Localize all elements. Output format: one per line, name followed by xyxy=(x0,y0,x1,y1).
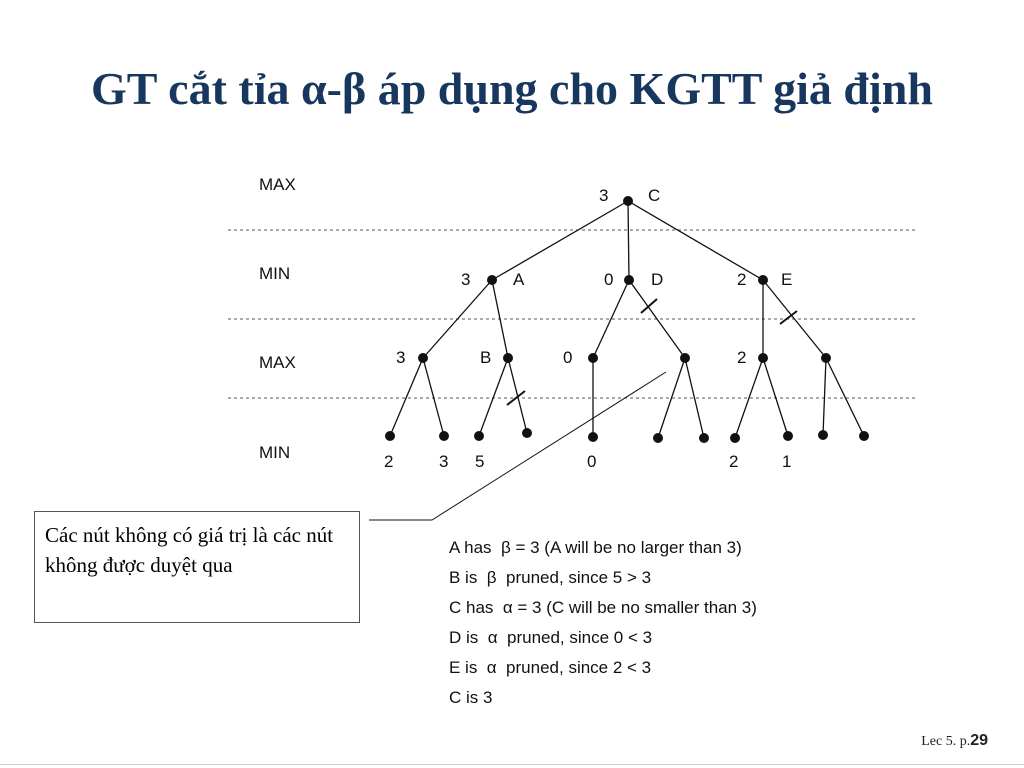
node-max-value: 3 xyxy=(396,348,406,367)
node-b-name: B xyxy=(480,348,492,367)
node-max xyxy=(680,353,690,363)
node-d-name: D xyxy=(651,270,664,289)
note-line: A has β = 3 (A will be no larger than 3) xyxy=(449,538,742,557)
pruning-notes xyxy=(449,533,757,713)
leaf-value: 5 xyxy=(475,452,485,471)
leaf-node xyxy=(818,430,828,440)
page-number: 29 xyxy=(970,732,988,749)
level-label-min-2: MIN xyxy=(259,443,291,462)
node-e-name: E xyxy=(781,270,793,289)
node-d-value: 0 xyxy=(604,270,614,289)
node-max xyxy=(418,353,428,363)
tree-edge xyxy=(492,201,628,280)
leaf-value: 1 xyxy=(782,452,792,471)
leaf-node xyxy=(730,433,740,443)
page-title: GT cắt tỉa α-β áp dụng cho KGTT giả định xyxy=(91,63,933,114)
leaf-node xyxy=(653,433,663,443)
node-a-name: A xyxy=(513,270,525,289)
tree-edge xyxy=(823,358,826,435)
leaf-value: 2 xyxy=(729,452,739,471)
node-c-value: 3 xyxy=(599,186,609,205)
node-b xyxy=(503,353,513,363)
callout-box: Các nút không có giá trị là các nút không được duyệt qua xyxy=(34,511,360,623)
node-e-value: 2 xyxy=(737,270,747,289)
slide-footer xyxy=(921,732,988,750)
leaf-value: 3 xyxy=(439,452,449,471)
note-line: C is 3 xyxy=(449,688,493,707)
leaf-node xyxy=(522,428,532,438)
bottom-rule xyxy=(0,764,1024,765)
node-c-name: C xyxy=(648,186,661,205)
tree-edge xyxy=(628,201,629,280)
tree-edge xyxy=(508,358,527,433)
leaf-node xyxy=(699,433,709,443)
node-max xyxy=(588,353,598,363)
node-max-value: 2 xyxy=(737,348,747,367)
node-max xyxy=(758,353,768,363)
tree-edge xyxy=(479,358,508,436)
level-label-max-1: MAX xyxy=(259,175,296,194)
node-a-value: 3 xyxy=(461,270,471,289)
leaf-node xyxy=(859,431,869,441)
tree-edge xyxy=(390,358,423,436)
level-label-min-1: MIN xyxy=(259,264,291,283)
note-line: C has α = 3 (C will be no smaller than 3) xyxy=(449,598,757,617)
leaf-node xyxy=(474,431,484,441)
node-c xyxy=(623,196,633,206)
tree-edge xyxy=(628,201,763,280)
node-a xyxy=(487,275,497,285)
prune-mark-e xyxy=(780,311,797,324)
leaf-node xyxy=(783,431,793,441)
note-line: B is β pruned, since 5 > 3 xyxy=(449,568,652,587)
leaf-node xyxy=(439,431,449,441)
tree-edge xyxy=(763,358,788,436)
note-line: E is α pruned, since 2 < 3 xyxy=(449,658,652,677)
note-line: D is α pruned, since 0 < 3 xyxy=(449,628,653,647)
tree-edge xyxy=(685,358,704,438)
node-max-value: 0 xyxy=(563,348,573,367)
leaf-node xyxy=(385,431,395,441)
leaf-value: 0 xyxy=(587,452,597,471)
node-d xyxy=(624,275,634,285)
tree-edge xyxy=(593,280,629,358)
leaf-node xyxy=(588,432,598,442)
node-max xyxy=(821,353,831,363)
leaf-value: 2 xyxy=(384,452,394,471)
tree-edge xyxy=(423,358,444,436)
level-label-max-2: MAX xyxy=(259,353,296,372)
footer-prefix: Lec 5. p. xyxy=(921,734,971,749)
tree-edge xyxy=(826,358,864,436)
node-e xyxy=(758,275,768,285)
